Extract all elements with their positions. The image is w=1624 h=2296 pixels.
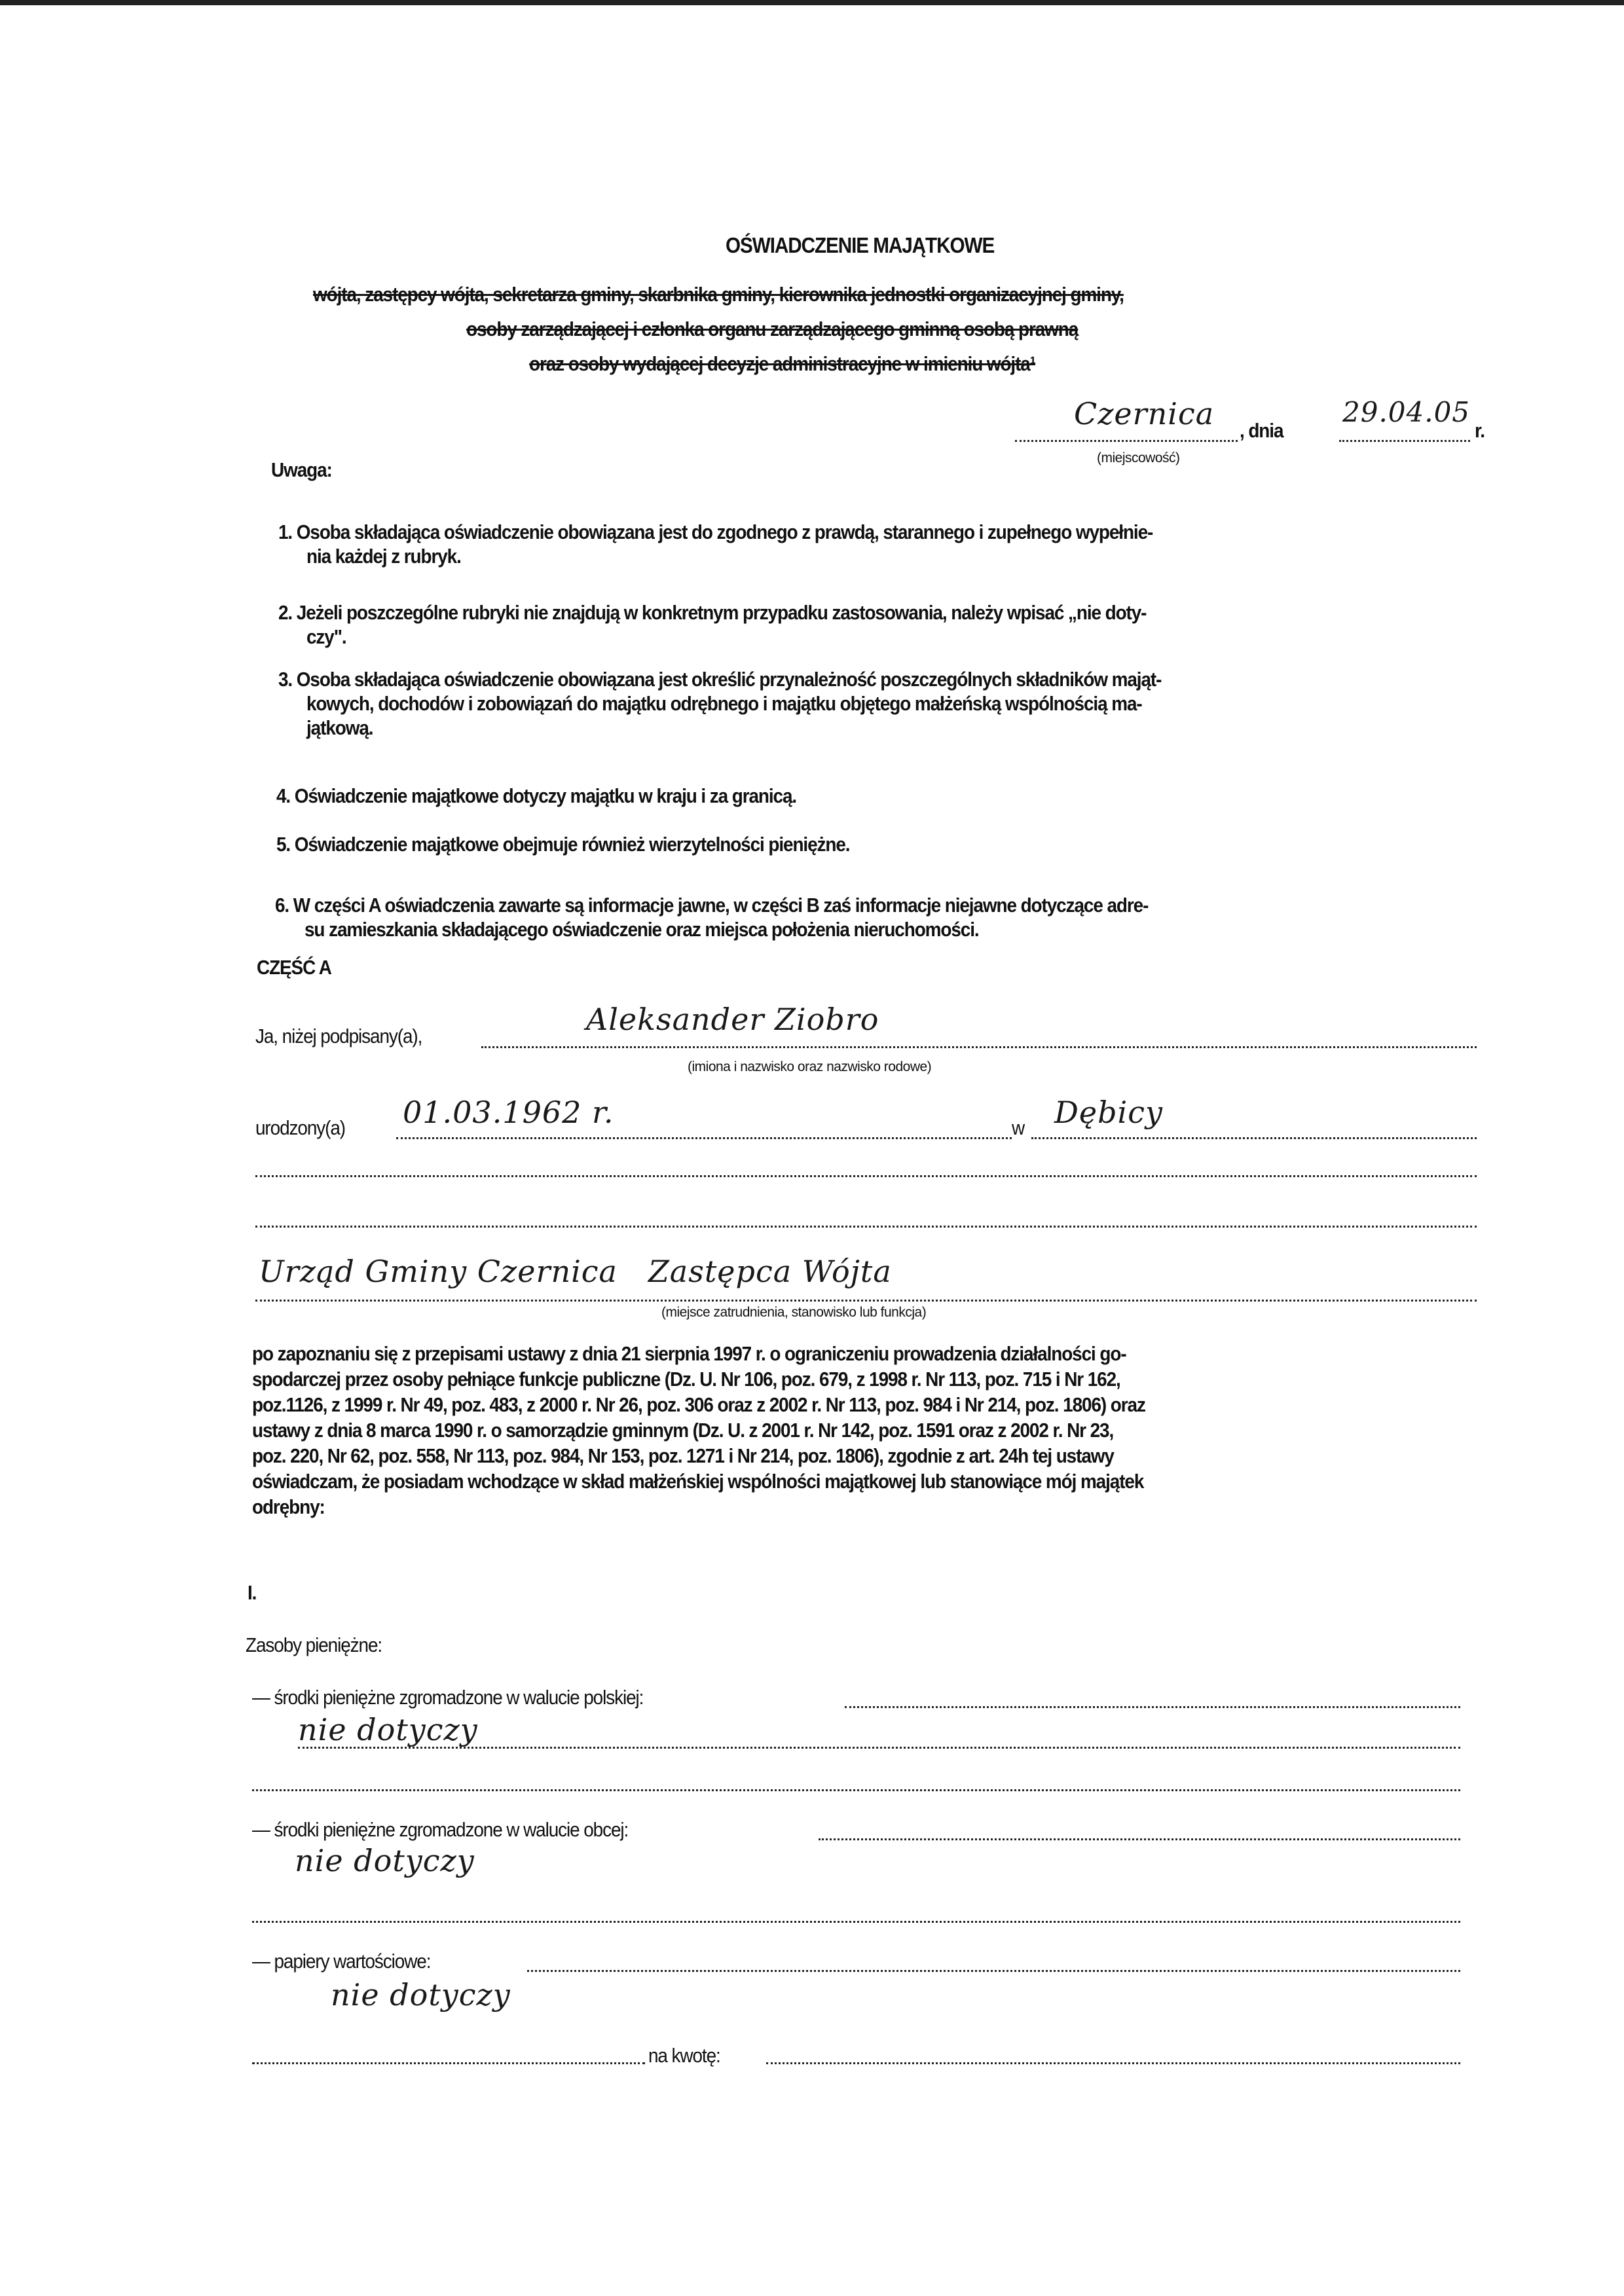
name-dotted-line: [481, 1046, 1477, 1048]
name-caption: (imiona i nazwisko oraz nazwisko rodowe): [688, 1059, 932, 1074]
pln-funds-dotted-line-2: [298, 1747, 1460, 1749]
pln-funds-dotted-line: [845, 1706, 1460, 1708]
employment-handwritten: Urząd Gminy Czernica Zastępca Wójta: [259, 1254, 892, 1289]
part-a-heading: CZĘŚĆ A: [257, 956, 331, 979]
note-3-line-1: 3. Osoba składająca oświadczenie obowiązana jest określić przynależność poszczególnych składników mająt-: [278, 668, 1162, 691]
note-6-line-1: 6. W części A oświadczenia zawarte są informacje jawne, w części B zaś informacje niejawne dotyczące adre-: [275, 894, 1149, 917]
note-3-line-3: jątkową.: [306, 716, 373, 739]
section-1-heading: Zasoby pieniężne:: [246, 1633, 382, 1656]
note-2-line-2: czy".: [306, 625, 346, 648]
amount-label: na kwotę:: [648, 2044, 720, 2067]
statement-line-6: oświadczam, że posiadam wchodzące w skład małżeńskiej wspólności majątkowej lub stanowiące mój majątek: [252, 1470, 1144, 1493]
birth-date-dotted-line: [396, 1137, 1012, 1139]
r-label: r.: [1475, 419, 1485, 442]
pln-funds-value: nie dotyczy: [298, 1712, 478, 1747]
in-label: w: [1012, 1116, 1025, 1139]
name-handwritten: Aleksander Ziobro: [586, 1002, 879, 1037]
notes-heading: Uwaga:: [271, 458, 332, 481]
date-handwritten: 29.04.05: [1342, 396, 1471, 428]
place-caption: (miejscowość): [1097, 450, 1180, 465]
section-1-numeral: I.: [248, 1581, 257, 1604]
securities-dotted-line-2: [252, 2062, 645, 2064]
note-2-line-1: 2. Jeżeli poszczególne rubryki nie znajdują w konkretnym przypadku zastosowania, należy wpisać „nie doty-: [278, 601, 1147, 624]
note-5: 5. Oświadczenie majątkowe obejmuje również wierzytelności pieniężne.: [276, 833, 850, 856]
note-4: 4. Oświadczenie majątkowe dotyczy majątku w kraju i za granicą.: [276, 784, 797, 807]
amount-dotted-line: [766, 2062, 1460, 2064]
signed-label: Ja, niżej podpisany(a),: [255, 1025, 422, 1048]
securities-value: nie dotyczy: [331, 1977, 511, 2013]
blank-dotted-line-1: [255, 1175, 1477, 1177]
securities-label: — papiery wartościowe:: [252, 1950, 431, 1973]
birth-place-handwritten: Dębicy: [1054, 1095, 1164, 1130]
note-6-line-2: su zamieszkania składającego oświadczenie oraz miejsca położenia nieruchomości.: [304, 918, 979, 941]
statement-line-4: ustawy z dnia 8 marca 1990 r. o samorządzie gminnym (Dz. U. z 2001 r. Nr 142, poz. 1591 oraz z 2002 r. Nr 23,: [252, 1419, 1114, 1442]
foreign-funds-dotted-line: [819, 1838, 1460, 1840]
statement-line-7: odrębny:: [252, 1495, 325, 1518]
note-1-line-2: nia każdej z rubryk.: [306, 545, 461, 568]
employment-caption: (miejsce zatrudnienia, stanowisko lub funkcja): [661, 1305, 927, 1320]
foreign-funds-dotted-line-2: [252, 1921, 1460, 1923]
birth-date-handwritten: 01.03.1962 r.: [403, 1095, 614, 1130]
foreign-funds-value: nie dotyczy: [295, 1843, 475, 1878]
scan-edge: [0, 0, 1624, 5]
date-dotted-line: [1339, 440, 1470, 442]
birth-place-dotted-line: [1031, 1137, 1477, 1139]
statement-line-2: spodarczej przez osoby pełniące funkcje publiczne (Dz. U. Nr 106, poz. 679, z 1998 r. Nr 113, poz. 715 i Nr 162,: [252, 1368, 1120, 1391]
dnia-label: , dnia: [1240, 419, 1283, 442]
subtitle-line-1: wójta, zastępcy wójta, sekretarza gminy, skarbnika gminy, kierownika jednostki organizacyjnej gminy,: [313, 283, 1124, 306]
born-label: urodzony(a): [255, 1116, 345, 1139]
statement-line-5: poz. 220, Nr 62, poz. 558, Nr 113, poz. 984, Nr 153, poz. 1271 i Nr 214, poz. 1806), zgodnie z art. 24h tej ustawy: [252, 1444, 1114, 1467]
document-title: OŚWIADCZENIE MAJĄTKOWE: [726, 233, 995, 257]
place-handwritten: Czernica: [1074, 396, 1215, 431]
pln-funds-label: — środki pieniężne zgromadzone w walucie polskiej:: [252, 1686, 644, 1709]
subtitle-line-2: osoby zarządzającej i członka organu zarządzającego gminną osobą prawną: [466, 318, 1079, 340]
note-1-line-1: 1. Osoba składająca oświadczenie obowiązana jest do zgodnego z prawdą, starannego i zupełnego wypełnie-: [278, 520, 1153, 543]
statement-line-3: poz.1126, z 1999 r. Nr 49, poz. 483, z 2000 r. Nr 26, poz. 306 oraz z 2002 r. Nr 113, poz. 984 i Nr 214, poz. 1806) oraz: [252, 1393, 1145, 1416]
pln-funds-dotted-line-3: [252, 1789, 1460, 1791]
place-dotted-line: [1015, 440, 1238, 442]
blank-dotted-line-2: [255, 1226, 1477, 1228]
note-3-line-2: kowych, dochodów i zobowiązań do majątku odrębnego i majątku objętego małżeńską wspólnością ma-: [306, 692, 1142, 715]
employment-dotted-line: [255, 1300, 1477, 1302]
subtitle-line-3: oraz osoby wydającej decyzje administracyjne w imieniu wójta¹: [529, 352, 1035, 375]
securities-dotted-line: [527, 1970, 1460, 1972]
foreign-funds-label: — środki pieniężne zgromadzone w walucie obcej:: [252, 1818, 629, 1841]
statement-line-1: po zapoznaniu się z przepisami ustawy z dnia 21 sierpnia 1997 r. o ograniczeniu prowadzenia działalności go-: [252, 1342, 1126, 1365]
